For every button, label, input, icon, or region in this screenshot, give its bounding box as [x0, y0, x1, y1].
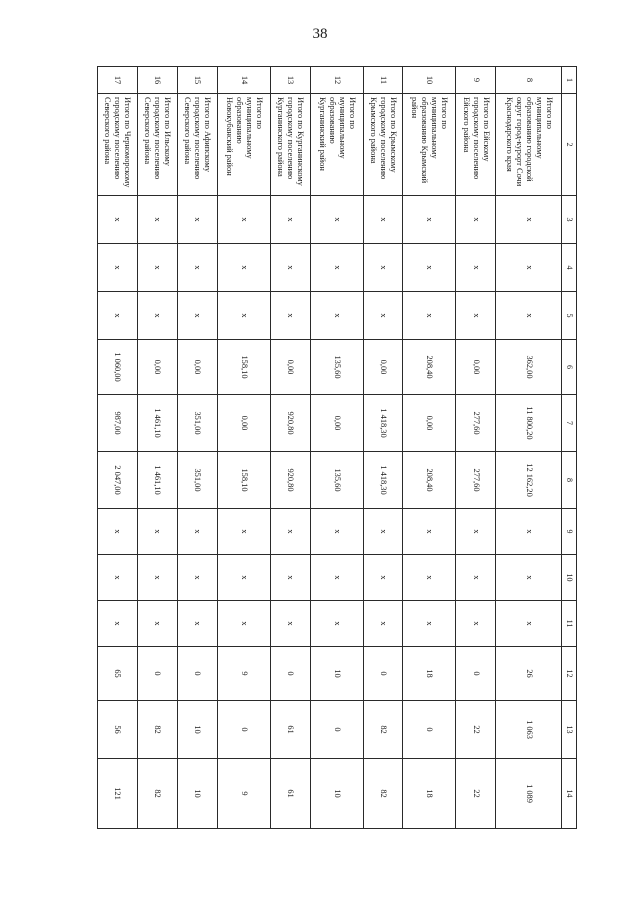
row-name-cell: Итого по муниципальному образованию городской округ город-курорт Сочи Краснодарского края: [496, 94, 562, 196]
value-cell: x: [137, 196, 177, 244]
value-cell: 82: [137, 701, 177, 759]
table-row: [310, 67, 363, 829]
value-cell: 987,00: [98, 395, 138, 452]
table-row: [496, 67, 562, 829]
value-cell: x: [270, 244, 310, 292]
value-cell: x: [310, 601, 363, 647]
value-cell: x: [310, 509, 363, 555]
value-cell: x: [217, 244, 270, 292]
row-name-cell: Итого по муниципальному образованию Курганинский район: [310, 94, 363, 196]
value-cell: x: [310, 244, 363, 292]
value-cell: 82: [363, 759, 403, 829]
value-cell: 362,00: [496, 340, 562, 395]
value-cell: x: [363, 292, 403, 340]
value-cell: x: [456, 509, 496, 555]
value-cell: 1 060,00: [98, 340, 138, 395]
value-cell: 0: [363, 647, 403, 701]
value-cell: 0: [310, 701, 363, 759]
value-cell: 158,10: [217, 452, 270, 509]
value-cell: x: [496, 555, 562, 601]
value-cell: x: [363, 244, 403, 292]
row-number-cell: 14: [217, 67, 270, 94]
value-cell: x: [363, 555, 403, 601]
value-cell: x: [496, 292, 562, 340]
value-cell: x: [403, 601, 456, 647]
row-name-cell: Итого по Черноморскому городскому поселению Северского района: [98, 94, 138, 196]
value-cell: 0,00: [403, 395, 456, 452]
value-cell: x: [98, 555, 138, 601]
value-cell: x: [177, 509, 217, 555]
value-cell: 0: [137, 647, 177, 701]
value-cell: 135,60: [310, 340, 363, 395]
value-cell: x: [177, 196, 217, 244]
table-row: [363, 67, 403, 829]
value-cell: x: [177, 555, 217, 601]
value-cell: x: [177, 292, 217, 340]
value-cell: 920,80: [270, 452, 310, 509]
value-cell: 0,00: [456, 340, 496, 395]
value-cell: x: [270, 292, 310, 340]
value-cell: 0,00: [217, 395, 270, 452]
value-cell: 0: [177, 647, 217, 701]
value-cell: x: [177, 601, 217, 647]
value-cell: 1 418,30: [363, 395, 403, 452]
table-row: [217, 67, 270, 829]
value-cell: x: [456, 196, 496, 244]
value-cell: x: [456, 292, 496, 340]
value-cell: x: [456, 601, 496, 647]
value-cell: x: [310, 555, 363, 601]
table-row: [98, 67, 138, 829]
value-cell: 82: [363, 701, 403, 759]
value-cell: x: [137, 244, 177, 292]
value-cell: x: [217, 292, 270, 340]
row-name-cell: Итого по Афипскому городскому поселению Северского района: [177, 94, 217, 196]
value-cell: x: [98, 509, 138, 555]
value-cell: x: [496, 196, 562, 244]
row-number-cell: 10: [403, 67, 456, 94]
column-number-cell: 3: [562, 196, 577, 244]
value-cell: x: [456, 555, 496, 601]
row-name-cell: Итого по Крымскому городскому поселению Крымского района: [363, 94, 403, 196]
value-cell: 277,60: [456, 395, 496, 452]
column-number-cell: 10: [562, 555, 577, 601]
value-cell: x: [456, 244, 496, 292]
column-number-cell: 9: [562, 509, 577, 555]
value-cell: 351,00: [177, 395, 217, 452]
value-cell: 9: [217, 647, 270, 701]
value-cell: 65: [98, 647, 138, 701]
value-cell: x: [270, 509, 310, 555]
data-table: [97, 66, 577, 829]
value-cell: x: [270, 601, 310, 647]
value-cell: 0: [456, 647, 496, 701]
value-cell: 0,00: [270, 340, 310, 395]
value-cell: x: [98, 292, 138, 340]
value-cell: 22: [456, 759, 496, 829]
value-cell: 208,40: [403, 452, 456, 509]
row-name-cell: Итого по муниципальному образованию Крымский район: [403, 94, 456, 196]
column-number-cell: 13: [562, 701, 577, 759]
row-number-cell: 12: [310, 67, 363, 94]
row-number-cell: 9: [456, 67, 496, 94]
value-cell: 121: [98, 759, 138, 829]
table-row: [137, 67, 177, 829]
value-cell: 920,80: [270, 395, 310, 452]
value-cell: 61: [270, 759, 310, 829]
column-number-cell: 6: [562, 340, 577, 395]
row-name-cell: Итого по муниципальному образованию Новокубанский район: [217, 94, 270, 196]
value-cell: 208,40: [403, 340, 456, 395]
value-cell: x: [310, 292, 363, 340]
column-number-cell: 4: [562, 244, 577, 292]
row-name-cell: Итого по Курганинскому городскому поселению Курганинского района: [270, 94, 310, 196]
value-cell: x: [403, 292, 456, 340]
value-cell: x: [137, 509, 177, 555]
value-cell: 22: [456, 701, 496, 759]
value-cell: x: [217, 509, 270, 555]
value-cell: x: [137, 601, 177, 647]
column-number-cell: 5: [562, 292, 577, 340]
value-cell: 0,00: [363, 340, 403, 395]
value-cell: 0: [403, 701, 456, 759]
value-cell: x: [403, 244, 456, 292]
value-cell: 1 089: [496, 759, 562, 829]
value-cell: x: [363, 509, 403, 555]
value-cell: x: [137, 555, 177, 601]
value-cell: 1 461,10: [137, 395, 177, 452]
value-cell: 82: [137, 759, 177, 829]
value-cell: 61: [270, 701, 310, 759]
value-cell: x: [403, 196, 456, 244]
page-number: 38: [312, 26, 328, 42]
value-cell: 26: [496, 647, 562, 701]
value-cell: 135,60: [310, 452, 363, 509]
value-cell: 1 418,30: [363, 452, 403, 509]
column-number-row: [562, 67, 577, 829]
value-cell: 351,00: [177, 452, 217, 509]
value-cell: 56: [98, 701, 138, 759]
table-row: [456, 67, 496, 829]
value-cell: 10: [177, 759, 217, 829]
column-number-cell: 11: [562, 601, 577, 647]
value-cell: x: [310, 196, 363, 244]
table-row: [403, 67, 456, 829]
row-number-cell: 16: [137, 67, 177, 94]
value-cell: 10: [310, 647, 363, 701]
value-cell: 10: [310, 759, 363, 829]
rotated-table-sheet: [97, 66, 577, 828]
value-cell: x: [217, 601, 270, 647]
column-number-cell: 2: [562, 94, 577, 196]
value-cell: x: [363, 196, 403, 244]
value-cell: 10: [177, 701, 217, 759]
value-cell: 9: [217, 759, 270, 829]
value-cell: x: [98, 601, 138, 647]
row-number-cell: 15: [177, 67, 217, 94]
column-number-cell: 14: [562, 759, 577, 829]
value-cell: 277,60: [456, 452, 496, 509]
row-name-cell: Итого по Ейскому городскому поселению Ейского района: [456, 94, 496, 196]
value-cell: x: [403, 555, 456, 601]
value-cell: x: [217, 555, 270, 601]
column-number-cell: 12: [562, 647, 577, 701]
value-cell: x: [403, 509, 456, 555]
value-cell: x: [98, 196, 138, 244]
value-cell: x: [496, 244, 562, 292]
value-cell: x: [270, 196, 310, 244]
table-row: [177, 67, 217, 829]
value-cell: 1 461,10: [137, 452, 177, 509]
value-cell: 18: [403, 759, 456, 829]
column-number-cell: 1: [562, 67, 577, 94]
value-cell: 12 162,20: [496, 452, 562, 509]
row-number-cell: 13: [270, 67, 310, 94]
value-cell: 0,00: [177, 340, 217, 395]
value-cell: 0,00: [137, 340, 177, 395]
column-number-cell: 7: [562, 395, 577, 452]
value-cell: 11 800,20: [496, 395, 562, 452]
table-row: [270, 67, 310, 829]
value-cell: x: [363, 601, 403, 647]
value-cell: 0,00: [310, 395, 363, 452]
column-number-cell: 8: [562, 452, 577, 509]
value-cell: 158,10: [217, 340, 270, 395]
value-cell: x: [177, 244, 217, 292]
value-cell: x: [98, 244, 138, 292]
row-number-cell: 8: [496, 67, 562, 94]
row-number-cell: 17: [98, 67, 138, 94]
row-number-cell: 11: [363, 67, 403, 94]
value-cell: 1 063: [496, 701, 562, 759]
value-cell: 18: [403, 647, 456, 701]
value-cell: x: [496, 509, 562, 555]
value-cell: x: [217, 196, 270, 244]
value-cell: 0: [270, 647, 310, 701]
value-cell: x: [270, 555, 310, 601]
row-name-cell: Итого по Ильскому городскому поселению Северского района: [137, 94, 177, 196]
value-cell: x: [496, 601, 562, 647]
value-cell: 0: [217, 701, 270, 759]
value-cell: x: [137, 292, 177, 340]
value-cell: 2 047,00: [98, 452, 138, 509]
